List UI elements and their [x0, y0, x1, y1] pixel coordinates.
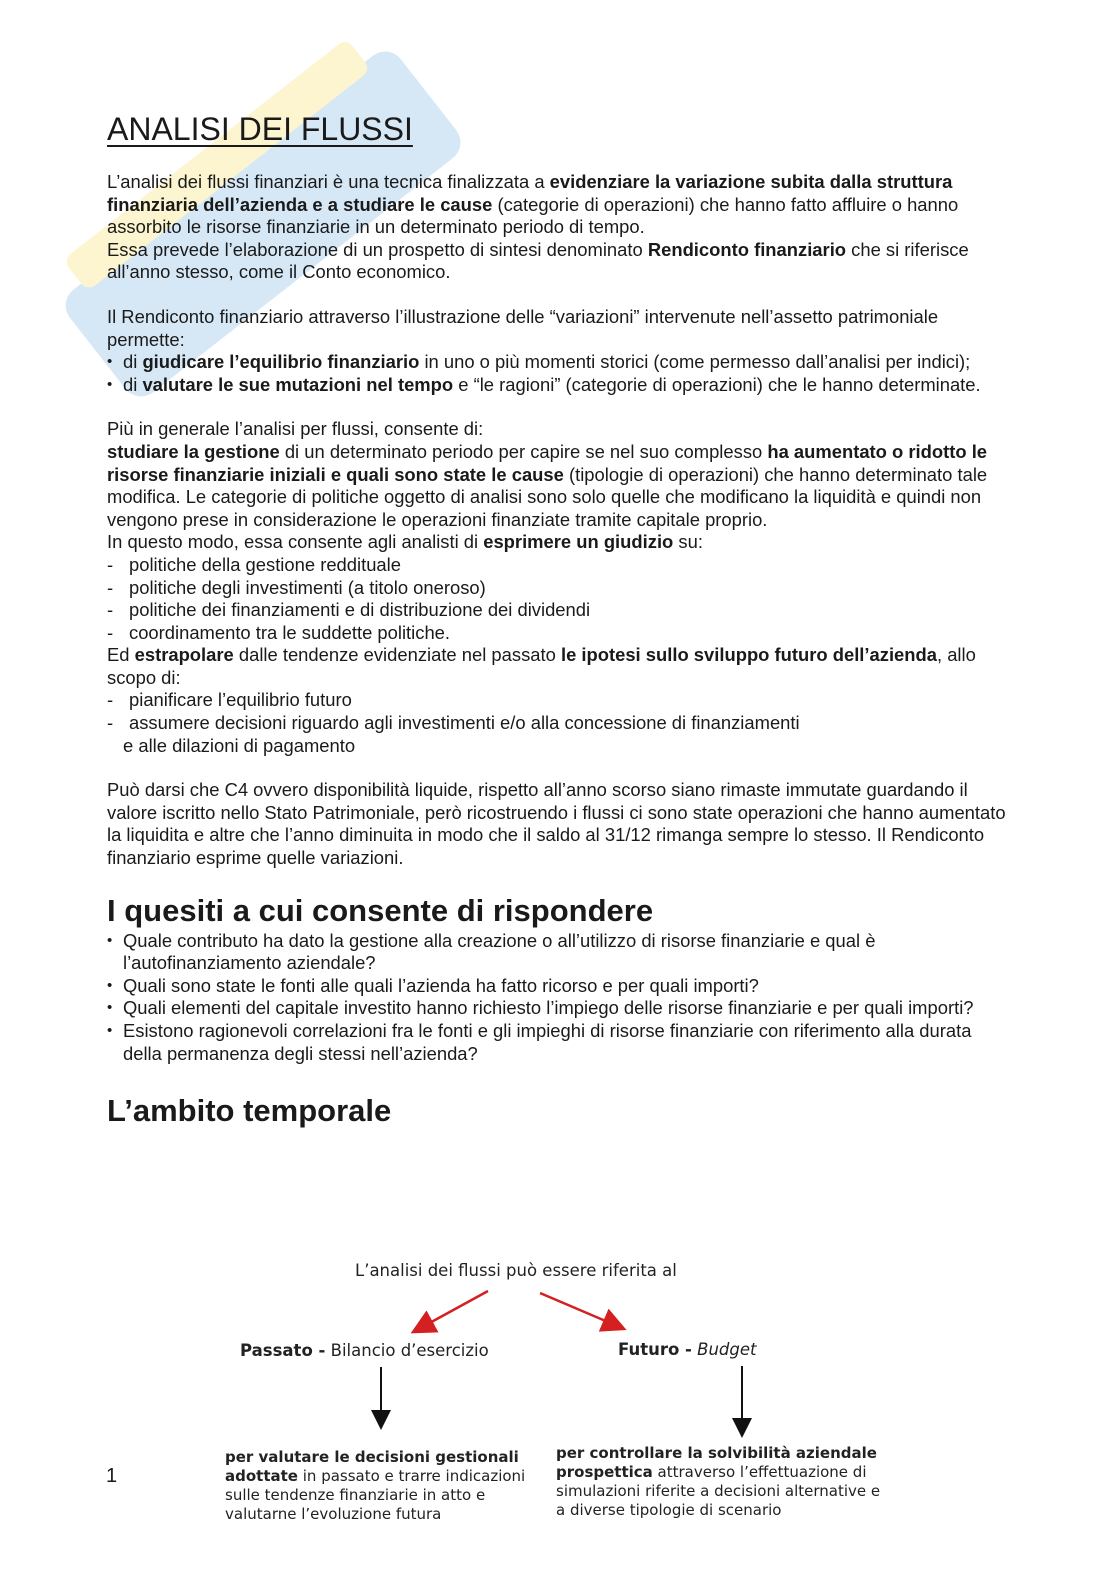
studiare-paragraph: studiare la gestione di un determinato periodo per capire se nel suo complesso ha aumentato o ridotto le risorse finanziarie iniziali e quali sono state le cause (tipologie di operazioni) che hanno determinato tale modifica. Le categorie di politiche oggetto di analisi sono solo quelle che modificano la liquidità e quindi non vengono prese in considerazione le operazioni finanziate tramite capitale proprio.: [107, 440, 988, 530]
page-number: 1: [106, 1465, 118, 1487]
generale-intro: Più in generale l’analisi per flussi, consente di:: [107, 418, 484, 440]
intro-paragraph-2: Essa prevede l’elaborazione di un prospetto di sintesi denominato Rendiconto finanziario che si riferisce all’anno stesso, come il Conto economico.: [107, 238, 969, 283]
list-item: • Quale contributo ha dato la gestione alla creazione o all’utilizzo di risorse finanziarie e qual è l’autofinanziamento aziendale?: [107, 930, 1007, 975]
arrow-to-passato: [415, 1291, 488, 1331]
list-item: - politiche dei finanziamenti e di distribuzione dei dividendi: [107, 599, 1007, 622]
list-item: • Quali elementi del capitale investito hanno richiesto l’impiego delle risorse finanziarie e per quali importi?: [107, 997, 1007, 1020]
page-title: ANALISI DEI FLUSSI: [107, 111, 413, 147]
list-item: • Esistono ragionevoli correlazioni fra le fonti e gli impieghi di risorse finanziarie con riferimento alla durata della permanenza degli stessi nell’azienda?: [107, 1020, 1007, 1065]
passato-label: Passato - Bilancio d’esercizio: [240, 1341, 489, 1360]
ambito-heading: L’ambito temporale: [107, 1093, 392, 1129]
list-item: - assumere decisioni riguardo agli investimenti e/o alla concessione di finanziamenti: [107, 712, 1007, 735]
diagram-top-label: L’analisi dei flussi può essere riferita al: [355, 1261, 677, 1280]
scopi-continuation: e alle dilazioni di pagamento: [123, 734, 356, 756]
list-item: - politiche degli investimenti (a titolo oneroso): [107, 577, 1007, 600]
list-item: - coordinamento tra le suddette politiche.: [107, 622, 1007, 645]
futuro-description: per controllare la solvibilità aziendale prospettica attraverso l’effettuazione di simulazioni riferite a decisioni alternative e a diverse tipologie di scenario: [556, 1444, 881, 1519]
list-item: • di giudicare l’equilibrio finanziario in uno o più momenti storici (come permesso dall’analisi per indici);: [107, 351, 1007, 374]
list-item: - politiche della gestione reddituale: [107, 554, 1007, 577]
list-item: - pianificare l’equilibrio futuro: [107, 689, 1007, 712]
passato-description: per valutare le decisioni gestionali adottate in passato e trarre indicazioni sulle tendenze finanziarie in atto e valutarne l’evoluzione futura: [225, 1448, 526, 1523]
arrow-to-futuro: [540, 1293, 622, 1328]
list-item: • di valutare le sue mutazioni nel tempo e “le ragioni” (categorie di operazioni) che le hanno determinate.: [107, 374, 1007, 397]
quesiti-heading: I quesiti a cui consente di rispondere: [107, 892, 654, 928]
intro-paragraph: L’analisi dei flussi finanziari è una tecnica finalizzata a evidenziare la variazione subita dalla struttura finanziaria dell’azienda e a studiare le cause (categorie di operazioni) che hanno fatto affluire o hanno assorbito le risorse finanziarie in un determinato periodo di tempo.: [107, 171, 959, 238]
estrapolare-paragraph: Ed estrapolare dalle tendenze evidenziate nel passato le ipotesi sullo sviluppo futuro dell’azienda, allo scopo di:: [107, 644, 976, 688]
c4-paragraph: Può darsi che C4 ovvero disponibilità liquide, rispetto all’anno scorso siano rimaste immutate guardando il valore iscritto nello Stato Patrimoniale, però ricostruendo i flussi ci sono state operazioni che hanno aumentato la liquidita e altre che l’anno diminuita in modo che il saldo al 31/12 rimanga sempre lo stesso. Il Rendiconto finanziario esprime quelle variazioni.: [107, 779, 1006, 869]
list-item: • Quali sono state le fonti alle quali l’azienda ha fatto ricorso e per quali importi?: [107, 975, 1007, 998]
futuro-label: Futuro - Budget: [618, 1340, 757, 1359]
rendiconto-intro: Il Rendiconto finanziario attraverso l’illustrazione delle “variazioni” intervenute nell’assetto patrimoniale permette:: [107, 305, 939, 350]
giudizio-paragraph: In questo modo, essa consente agli analisti di esprimere un giudizio su:: [107, 531, 703, 553]
